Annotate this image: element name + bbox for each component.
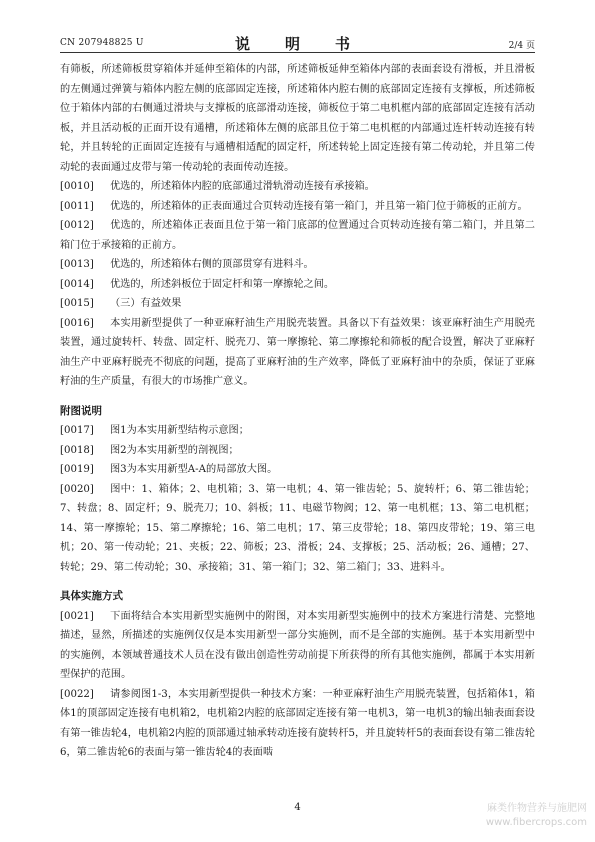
- paragraph-number: [0011]: [60, 200, 94, 212]
- paragraph-0015: [60, 294, 535, 314]
- paragraph-text: 图中：1、箱体；2、电机箱；3、第一电机；4、第一锥齿轮；5、旋转杆；6、第二锥齿轮；7、转盘；8、固定杆；9、脱壳刀；10、斜板；11、电磁节物阀；12、第一电机框；13、第二电机框；14、第一摩擦轮；15、第二摩擦轮；16、第二电机；17、第三皮带轮；18、第四皮带轮；19、第三电机；20、第一传动轮；21、夹板；22、筛板；23、滑板；24、支撑板；25、活动板；26、通槽；27、转轮；29、第二传动轮；30、承接箱；31、第一箱门；32、第二箱门；33、进料斗。: [60, 483, 535, 573]
- document-title: 说 明 书: [234, 35, 360, 53]
- paragraph-text: 本实用新型提供了一种亚麻籽油生产用脱壳装置。具备以下有益效果：该亚麻籽油生产用脱壳装置，通过旋转杆、转盘、固定杆、脱壳刀、第一摩擦轮、第二摩擦轮和筛板的配合设置，解决了亚麻籽油生产中亚麻籽脱壳不彻底的问题，提高了亚麻籽油的生产效率，降低了亚麻籽油中的杂质，保证了亚麻籽油的生产质量，有很大的市场推广意义。: [60, 317, 535, 387]
- section-spacer: [60, 577, 535, 587]
- watermark-url: www.fibercrops.com: [485, 817, 587, 828]
- paragraph-0016: [60, 314, 535, 392]
- paragraph-text: 优选的，所述箱体内腔的底部通过滑轨滑动连接有承接箱。: [110, 181, 375, 192]
- paragraph-number: [0020]: [60, 483, 94, 495]
- paragraph-0018: [60, 441, 535, 461]
- paragraph-number: [0015]: [60, 298, 94, 309]
- paragraph-number: [0016]: [60, 317, 94, 329]
- paragraph-text: 优选的，所述箱体正表面且位于第一箱门底部的位置通过合页转动连接有第二箱门，并且第二箱门位于承接箱的正前方。: [60, 220, 535, 251]
- paragraph-text: 下面将结合本实用新型实施例中的附图，对本实用新型实施例中的技术方案进行清楚、完整地描述，显然，所描述的实施例仅仅是本实用新型一部分实施例，而不是全部的实施例。基于本实用新型中的实施例，本领域普通技术人员在没有做出创造性劳动前提下所获得的所有其他实施例，都属于本实用新型保护的范围。: [60, 610, 535, 680]
- paragraph-0020: [60, 480, 535, 578]
- document-number: CN 207948825 U: [60, 38, 144, 48]
- paragraph-text: 优选的，所述箱体的正表面通过合页转动连接有第一箱门，并且第一箱门位于筛板的正前方。: [110, 200, 528, 212]
- paragraph-group-b: [60, 421, 535, 577]
- paragraph-number: [0013]: [60, 259, 94, 270]
- continued-paragraph: 有筛板，所述筛板贯穿箱体并延伸至箱体的内部，所述筛板延伸至箱体内部的表面套设有滑板，并且滑板的左侧通过弹簧与箱体内腔左侧的底部固定连接，所述箱体内腔右侧的底部固定连接有支撑板，所述筛板位于箱体内部的右侧通过滑块与支撑板的底部滑动连接，筛板位于第二电机框内部的底部固定连接有活动板，并且活动板的正面开设有通槽，所述箱体左侧的底部且位于第二电机框的内部通过连杆转动连接有转轮，并且转轮的正面固定连接有与通槽相适配的固定杆，所述转轮上固定连接有第二传动轮，并且第二传动轮的表面通过皮带与第一传动轮的表面传动连接。: [60, 64, 535, 173]
- paragraph-text: 图2为本实用新型的剖视图；: [110, 444, 239, 456]
- paragraph-text: 优选的，所述箱体右侧的顶部贯穿有进料斗。: [110, 259, 314, 270]
- paragraph-text: 请参阅图1-3，本实用新型提供一种技术方案：一种亚麻籽油生产用脱壳装置，包括箱体1，箱体1的顶部固定连接有电机箱2，电机箱2内腔的底部固定连接有第一电机3，第一电机3的输出轴表面套设有第一锥齿轮4，电机箱2内腔的顶部通过轴承转动连接有旋转杆5，并且旋转杆5的表面套设有第二锥齿轮6，第二锥齿轮6的表面与第一锥齿轮4的表面啮: [60, 688, 535, 758]
- paragraph-0014: [60, 275, 535, 295]
- paragraph-group-c: [60, 607, 535, 763]
- paragraph-text: 优选的，所述斜板位于固定杆和第一摩擦轮之间。: [110, 278, 335, 290]
- paragraph-0012: [60, 216, 535, 255]
- page-number: 4: [294, 802, 301, 813]
- paragraph-0022: [60, 685, 535, 763]
- paragraph-number: [0014]: [60, 278, 94, 290]
- paragraph-text: 图1为本实用新型结构示意图；: [110, 425, 249, 436]
- paragraph-number: [0021]: [60, 610, 94, 622]
- document-body: [60, 60, 535, 763]
- paragraph-number: [0019]: [60, 464, 94, 475]
- paragraph-text: 图3为本实用新型A-A的局部放大图。: [110, 464, 278, 475]
- section-spacer: [60, 392, 535, 402]
- section-heading-drawings: 附图说明: [60, 404, 102, 417]
- paragraph-0010: [60, 177, 535, 197]
- page-indicator: 2/4 页: [508, 41, 535, 51]
- paragraph-0019: [60, 460, 535, 480]
- section-heading-embodiments: 具体实施方式: [60, 590, 123, 602]
- watermark-site-name: 麻类作物营养与施肥网: [487, 803, 587, 814]
- site-watermark: [486, 802, 587, 830]
- paragraph-number: [0022]: [60, 688, 94, 700]
- paragraph-number: [0017]: [60, 425, 94, 436]
- paragraph-number: [0018]: [60, 444, 94, 456]
- paragraph-number: [0010]: [60, 181, 94, 192]
- page-header: [60, 30, 535, 53]
- paragraph-group-a: [60, 177, 535, 392]
- paragraph-0021: [60, 607, 535, 685]
- paragraph-number: [0012]: [60, 220, 94, 231]
- paragraph-0011: [60, 197, 535, 217]
- paragraph-0013: [60, 255, 535, 275]
- paragraph-text: （三）有益效果: [110, 298, 182, 309]
- paragraph-0017: [60, 421, 535, 441]
